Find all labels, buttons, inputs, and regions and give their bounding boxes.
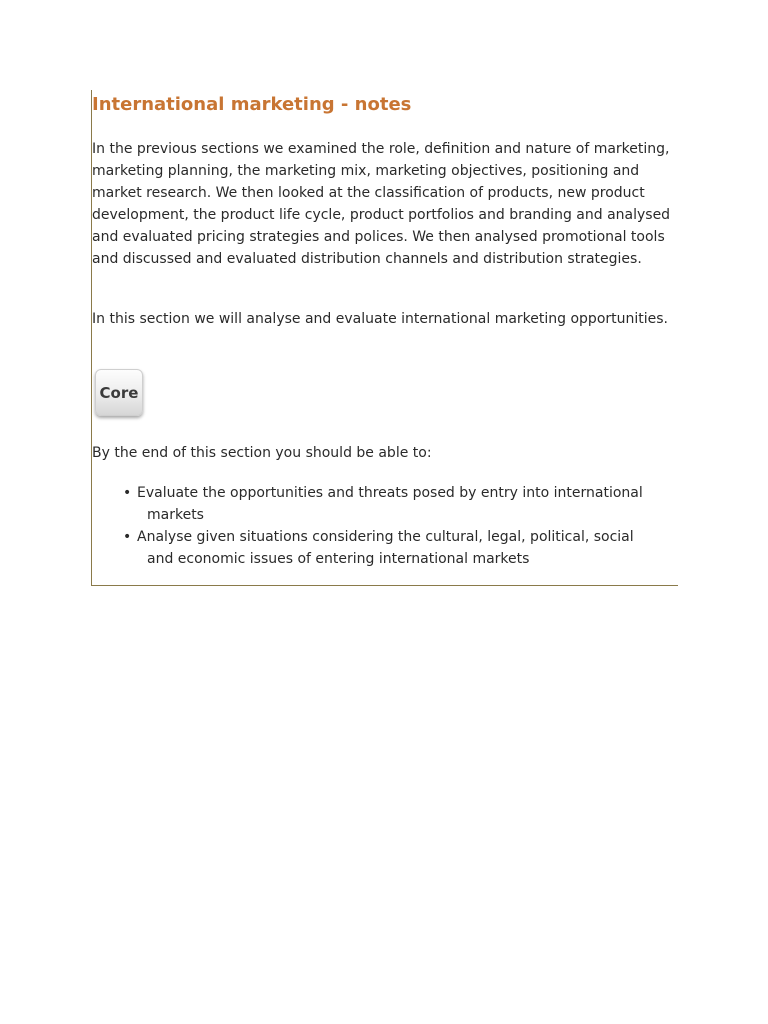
objectives-list bbox=[123, 482, 668, 570]
bullet-icon: • bbox=[123, 529, 132, 545]
bullet-icon: • bbox=[123, 485, 132, 501]
section-aim-paragraph: In this section we will analyse and evaluate international marketing opportunities. bbox=[92, 311, 668, 327]
page-title: International marketing - notes bbox=[92, 94, 412, 115]
objective-line: Evaluate the opportunities and threats posed by entry into international bbox=[137, 485, 643, 501]
list-item bbox=[123, 526, 668, 570]
list-item bbox=[123, 482, 668, 526]
objective-line: Analyse given situations considering the cultural, legal, political, social bbox=[137, 529, 634, 545]
objective-line-cont: markets bbox=[147, 507, 204, 523]
intro-paragraph: In the previous sections we examined the role, definition and nature of marketing, marketing planning, the marketing mix, marketing objectives, positioning and market research. We then looked at the classification of products, new product development, the product life cycle, product portfolios and branding and analysed and evaluated pricing strategies and polices. We then analysed promotional tools and discussed and evaluated distribution channels and distribution strategies. bbox=[92, 141, 671, 267]
objective-line-cont: and economic issues of entering international markets bbox=[147, 551, 530, 567]
core-button[interactable]: Core bbox=[95, 369, 143, 416]
notes-panel bbox=[91, 90, 678, 586]
objectives-intro: By the end of this section you should be able to: bbox=[92, 445, 432, 461]
